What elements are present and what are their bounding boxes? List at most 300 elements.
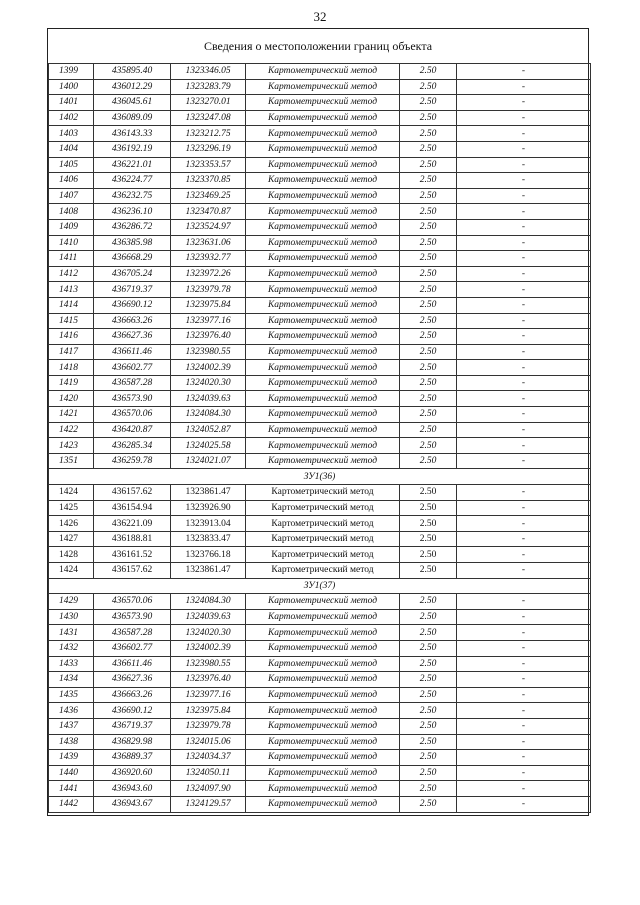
method-cell: Картометрический метод xyxy=(246,609,400,625)
method-cell: Картометрический метод xyxy=(246,157,400,173)
table-row xyxy=(49,391,591,407)
description-cell: - xyxy=(457,297,591,313)
table-row xyxy=(49,173,591,189)
y-coordinate-cell: 1323631.06 xyxy=(171,235,246,251)
section-label: ЗУ1(37) xyxy=(49,578,591,594)
point-number-cell: 1405 xyxy=(49,157,94,173)
y-coordinate-cell: 1323861.47 xyxy=(171,485,246,501)
table-row xyxy=(49,640,591,656)
point-number-cell: 1425 xyxy=(49,500,94,516)
method-cell: Картометрический метод xyxy=(246,251,400,267)
description-cell: - xyxy=(457,609,591,625)
description-cell: - xyxy=(457,438,591,454)
method-cell: Картометрический метод xyxy=(246,563,400,579)
method-cell: Картометрический метод xyxy=(246,173,400,189)
accuracy-cell: 2.50 xyxy=(400,516,457,532)
y-coordinate-cell: 1324020.30 xyxy=(171,625,246,641)
method-cell: Картометрический метод xyxy=(246,407,400,423)
accuracy-cell: 2.50 xyxy=(400,531,457,547)
section-header-row xyxy=(49,578,591,594)
y-coordinate-cell: 1324039.63 xyxy=(171,609,246,625)
accuracy-cell: 2.50 xyxy=(400,188,457,204)
accuracy-cell: 2.50 xyxy=(400,640,457,656)
point-number-cell: 1438 xyxy=(49,734,94,750)
accuracy-cell: 2.50 xyxy=(400,251,457,267)
y-coordinate-cell: 1323980.55 xyxy=(171,344,246,360)
table-row xyxy=(49,266,591,282)
method-cell: Картометрический метод xyxy=(246,110,400,126)
accuracy-cell: 2.50 xyxy=(400,438,457,454)
accuracy-cell: 2.50 xyxy=(400,656,457,672)
table-row xyxy=(49,625,591,641)
y-coordinate-cell: 1324084.30 xyxy=(171,594,246,610)
x-coordinate-cell: 436587.28 xyxy=(94,625,171,641)
table-row xyxy=(49,796,591,812)
method-cell: Картометрический метод xyxy=(246,594,400,610)
accuracy-cell: 2.50 xyxy=(400,391,457,407)
point-number-cell: 1412 xyxy=(49,266,94,282)
point-number-cell: 1408 xyxy=(49,204,94,220)
description-cell: - xyxy=(457,672,591,688)
method-cell: Картометрический метод xyxy=(246,391,400,407)
table-row xyxy=(49,157,591,173)
table-row xyxy=(49,672,591,688)
description-cell: - xyxy=(457,500,591,516)
section-header-row xyxy=(49,469,591,485)
point-number-cell: 1424 xyxy=(49,485,94,501)
table-row xyxy=(49,781,591,797)
point-number-cell: 1407 xyxy=(49,188,94,204)
accuracy-cell: 2.50 xyxy=(400,173,457,189)
point-number-cell: 1399 xyxy=(49,64,94,80)
description-cell: - xyxy=(457,95,591,111)
point-number-cell: 1410 xyxy=(49,235,94,251)
table-row xyxy=(49,126,591,142)
x-coordinate-cell: 436705.24 xyxy=(94,266,171,282)
point-number-cell: 1440 xyxy=(49,765,94,781)
description-cell: - xyxy=(457,375,591,391)
y-coordinate-cell: 1323270.01 xyxy=(171,95,246,111)
point-number-cell: 1400 xyxy=(49,79,94,95)
y-coordinate-cell: 1323283.79 xyxy=(171,79,246,95)
table-row xyxy=(49,235,591,251)
x-coordinate-cell: 436045.61 xyxy=(94,95,171,111)
accuracy-cell: 2.50 xyxy=(400,157,457,173)
method-cell: Картометрический метод xyxy=(246,313,400,329)
method-cell: Картометрический метод xyxy=(246,329,400,345)
table-row xyxy=(49,297,591,313)
y-coordinate-cell: 1324015.06 xyxy=(171,734,246,750)
method-cell: Картометрический метод xyxy=(246,781,400,797)
description-cell: - xyxy=(457,516,591,532)
point-number-cell: 1426 xyxy=(49,516,94,532)
method-cell: Картометрический метод xyxy=(246,360,400,376)
y-coordinate-cell: 1323346.05 xyxy=(171,64,246,80)
point-number-cell: 1427 xyxy=(49,531,94,547)
description-cell: - xyxy=(457,188,591,204)
x-coordinate-cell: 436627.36 xyxy=(94,329,171,345)
y-coordinate-cell: 1324129.57 xyxy=(171,796,246,812)
method-cell: Картометрический метод xyxy=(246,64,400,80)
description-cell: - xyxy=(457,781,591,797)
method-cell: Картометрический метод xyxy=(246,95,400,111)
description-cell: - xyxy=(457,734,591,750)
table-row xyxy=(49,79,591,95)
y-coordinate-cell: 1323980.55 xyxy=(171,656,246,672)
accuracy-cell: 2.50 xyxy=(400,796,457,812)
y-coordinate-cell: 1324097.90 xyxy=(171,781,246,797)
method-cell: Картометрический метод xyxy=(246,204,400,220)
table-row xyxy=(49,485,591,501)
y-coordinate-cell: 1324002.39 xyxy=(171,640,246,656)
method-cell: Картометрический метод xyxy=(246,765,400,781)
method-cell: Картометрический метод xyxy=(246,485,400,501)
y-coordinate-cell: 1323913.04 xyxy=(171,516,246,532)
x-coordinate-cell: 436663.26 xyxy=(94,313,171,329)
point-number-cell: 1432 xyxy=(49,640,94,656)
y-coordinate-cell: 1324020.30 xyxy=(171,375,246,391)
y-coordinate-cell: 1323470.87 xyxy=(171,204,246,220)
accuracy-cell: 2.50 xyxy=(400,313,457,329)
method-cell: Картометрический метод xyxy=(246,79,400,95)
point-number-cell: 1421 xyxy=(49,407,94,423)
description-cell: - xyxy=(457,282,591,298)
table-row xyxy=(49,313,591,329)
point-number-cell: 1429 xyxy=(49,594,94,610)
method-cell: Картометрический метод xyxy=(246,438,400,454)
table-row xyxy=(49,329,591,345)
y-coordinate-cell: 1323977.16 xyxy=(171,687,246,703)
x-coordinate-cell: 436157.62 xyxy=(94,563,171,579)
point-number-cell: 1434 xyxy=(49,672,94,688)
x-coordinate-cell: 436154.94 xyxy=(94,500,171,516)
point-number-cell: 1423 xyxy=(49,438,94,454)
point-number-cell: 1406 xyxy=(49,173,94,189)
method-cell: Картометрический метод xyxy=(246,141,400,157)
table-row xyxy=(49,718,591,734)
accuracy-cell: 2.50 xyxy=(400,266,457,282)
accuracy-cell: 2.50 xyxy=(400,672,457,688)
description-cell: - xyxy=(457,251,591,267)
table-row xyxy=(49,95,591,111)
accuracy-cell: 2.50 xyxy=(400,718,457,734)
x-coordinate-cell: 436611.46 xyxy=(94,656,171,672)
point-number-cell: 1418 xyxy=(49,360,94,376)
table-row xyxy=(49,500,591,516)
description-cell: - xyxy=(457,235,591,251)
y-coordinate-cell: 1323212.75 xyxy=(171,126,246,142)
table-row xyxy=(49,251,591,267)
table-row xyxy=(49,734,591,750)
accuracy-cell: 2.50 xyxy=(400,609,457,625)
table-row xyxy=(49,609,591,625)
method-cell: Картометрический метод xyxy=(246,344,400,360)
x-coordinate-cell: 436236.10 xyxy=(94,204,171,220)
accuracy-cell: 2.50 xyxy=(400,219,457,235)
x-coordinate-cell: 436285.34 xyxy=(94,438,171,454)
x-coordinate-cell: 436719.37 xyxy=(94,282,171,298)
description-cell: - xyxy=(457,204,591,220)
accuracy-cell: 2.50 xyxy=(400,297,457,313)
x-coordinate-cell: 436668.29 xyxy=(94,251,171,267)
x-coordinate-cell: 436192.19 xyxy=(94,141,171,157)
x-coordinate-cell: 436089.09 xyxy=(94,110,171,126)
point-number-cell: 1403 xyxy=(49,126,94,142)
method-cell: Картометрический метод xyxy=(246,453,400,469)
description-cell: - xyxy=(457,594,591,610)
description-cell: - xyxy=(457,563,591,579)
accuracy-cell: 2.50 xyxy=(400,734,457,750)
table-row xyxy=(49,375,591,391)
x-coordinate-cell: 436611.46 xyxy=(94,344,171,360)
accuracy-cell: 2.50 xyxy=(400,563,457,579)
table-row xyxy=(49,516,591,532)
x-coordinate-cell: 436259.78 xyxy=(94,453,171,469)
method-cell: Картометрический метод xyxy=(246,282,400,298)
method-cell: Картометрический метод xyxy=(246,500,400,516)
x-coordinate-cell: 436573.90 xyxy=(94,391,171,407)
point-number-cell: 1442 xyxy=(49,796,94,812)
table-row xyxy=(49,703,591,719)
accuracy-cell: 2.50 xyxy=(400,422,457,438)
table-title: Сведения о местоположении границ объекта xyxy=(203,38,433,53)
accuracy-cell: 2.50 xyxy=(400,407,457,423)
table-row xyxy=(49,750,591,766)
table-row xyxy=(49,204,591,220)
table-row xyxy=(49,344,591,360)
x-coordinate-cell: 436232.75 xyxy=(94,188,171,204)
table-row xyxy=(49,282,591,298)
point-number-cell: 1413 xyxy=(49,282,94,298)
description-cell: - xyxy=(457,266,591,282)
table-row xyxy=(49,656,591,672)
table-row xyxy=(49,219,591,235)
accuracy-cell: 2.50 xyxy=(400,687,457,703)
x-coordinate-cell: 436161.52 xyxy=(94,547,171,563)
description-cell: - xyxy=(457,329,591,345)
accuracy-cell: 2.50 xyxy=(400,781,457,797)
description-cell: - xyxy=(457,79,591,95)
accuracy-cell: 2.50 xyxy=(400,235,457,251)
method-cell: Картометрический метод xyxy=(246,640,400,656)
point-number-cell: 1416 xyxy=(49,329,94,345)
table-row xyxy=(49,64,591,80)
method-cell: Картометрический метод xyxy=(246,656,400,672)
description-cell: - xyxy=(457,313,591,329)
method-cell: Картометрический метод xyxy=(246,219,400,235)
point-number-cell: 1422 xyxy=(49,422,94,438)
y-coordinate-cell: 1323296.19 xyxy=(171,141,246,157)
table-row xyxy=(49,110,591,126)
description-cell: - xyxy=(457,157,591,173)
point-number-cell: 1439 xyxy=(49,750,94,766)
x-coordinate-cell: 436570.06 xyxy=(94,407,171,423)
table-row xyxy=(49,360,591,376)
point-number-cell: 1415 xyxy=(49,313,94,329)
point-number-cell: 1437 xyxy=(49,718,94,734)
method-cell: Картометрический метод xyxy=(246,375,400,391)
method-cell: Картометрический метод xyxy=(246,297,400,313)
y-coordinate-cell: 1323469.25 xyxy=(171,188,246,204)
y-coordinate-cell: 1323979.78 xyxy=(171,282,246,298)
description-cell: - xyxy=(457,640,591,656)
x-coordinate-cell: 436943.67 xyxy=(94,796,171,812)
x-coordinate-cell: 436889.37 xyxy=(94,750,171,766)
table-row xyxy=(49,687,591,703)
point-number-cell: 1436 xyxy=(49,703,94,719)
y-coordinate-cell: 1323766.18 xyxy=(171,547,246,563)
y-coordinate-cell: 1324025.58 xyxy=(171,438,246,454)
accuracy-cell: 2.50 xyxy=(400,765,457,781)
x-coordinate-cell: 436286.72 xyxy=(94,219,171,235)
x-coordinate-cell: 436221.01 xyxy=(94,157,171,173)
boundary-table-frame xyxy=(47,28,589,816)
y-coordinate-cell: 1323861.47 xyxy=(171,563,246,579)
x-coordinate-cell: 436587.28 xyxy=(94,375,171,391)
y-coordinate-cell: 1323353.57 xyxy=(171,157,246,173)
table-row xyxy=(49,531,591,547)
section-label: ЗУ1(36) xyxy=(49,469,591,485)
method-cell: Картометрический метод xyxy=(246,422,400,438)
description-cell: - xyxy=(457,687,591,703)
point-number-cell: 1433 xyxy=(49,656,94,672)
y-coordinate-cell: 1324021.07 xyxy=(171,453,246,469)
x-coordinate-cell: 436943.60 xyxy=(94,781,171,797)
table-row xyxy=(49,407,591,423)
x-coordinate-cell: 436627.36 xyxy=(94,672,171,688)
point-number-cell: 1404 xyxy=(49,141,94,157)
method-cell: Картометрический метод xyxy=(246,625,400,641)
x-coordinate-cell: 436157.62 xyxy=(94,485,171,501)
y-coordinate-cell: 1323833.47 xyxy=(171,531,246,547)
x-coordinate-cell: 436602.77 xyxy=(94,360,171,376)
description-cell: - xyxy=(457,407,591,423)
description-cell: - xyxy=(457,656,591,672)
method-cell: Картометрический метод xyxy=(246,734,400,750)
accuracy-cell: 2.50 xyxy=(400,500,457,516)
description-cell: - xyxy=(457,547,591,563)
point-number-cell: 1428 xyxy=(49,547,94,563)
point-number-cell: 1411 xyxy=(49,251,94,267)
accuracy-cell: 2.50 xyxy=(400,703,457,719)
x-coordinate-cell: 436829.98 xyxy=(94,734,171,750)
description-cell: - xyxy=(457,531,591,547)
description-cell: - xyxy=(457,64,591,80)
description-cell: - xyxy=(457,360,591,376)
x-coordinate-cell: 436690.12 xyxy=(94,703,171,719)
accuracy-cell: 2.50 xyxy=(400,625,457,641)
method-cell: Картометрический метод xyxy=(246,126,400,142)
point-number-cell: 1351 xyxy=(49,453,94,469)
method-cell: Картометрический метод xyxy=(246,703,400,719)
point-number-cell: 1435 xyxy=(49,687,94,703)
y-coordinate-cell: 1323926.90 xyxy=(171,500,246,516)
x-coordinate-cell: 436221.09 xyxy=(94,516,171,532)
x-coordinate-cell: 436012.29 xyxy=(94,79,171,95)
y-coordinate-cell: 1323932.77 xyxy=(171,251,246,267)
y-coordinate-cell: 1324039.63 xyxy=(171,391,246,407)
x-coordinate-cell: 436224.77 xyxy=(94,173,171,189)
method-cell: Картометрический метод xyxy=(246,235,400,251)
y-coordinate-cell: 1324034.37 xyxy=(171,750,246,766)
method-cell: Картометрический метод xyxy=(246,718,400,734)
x-coordinate-cell: 436570.06 xyxy=(94,594,171,610)
table-row xyxy=(49,422,591,438)
description-cell: - xyxy=(457,219,591,235)
x-coordinate-cell: 436602.77 xyxy=(94,640,171,656)
method-cell: Картометрический метод xyxy=(246,750,400,766)
x-coordinate-cell: 436385.98 xyxy=(94,235,171,251)
point-number-cell: 1441 xyxy=(49,781,94,797)
description-cell: - xyxy=(457,703,591,719)
method-cell: Картометрический метод xyxy=(246,687,400,703)
accuracy-cell: 2.50 xyxy=(400,79,457,95)
coordinates-table xyxy=(48,63,591,813)
accuracy-cell: 2.50 xyxy=(400,344,457,360)
y-coordinate-cell: 1323972.26 xyxy=(171,266,246,282)
description-cell: - xyxy=(457,110,591,126)
table-row xyxy=(49,141,591,157)
y-coordinate-cell: 1323370.85 xyxy=(171,173,246,189)
accuracy-cell: 2.50 xyxy=(400,329,457,345)
description-cell: - xyxy=(457,485,591,501)
y-coordinate-cell: 1323977.16 xyxy=(171,313,246,329)
accuracy-cell: 2.50 xyxy=(400,282,457,298)
table-row xyxy=(49,594,591,610)
point-number-cell: 1431 xyxy=(49,625,94,641)
method-cell: Картометрический метод xyxy=(246,188,400,204)
point-number-cell: 1419 xyxy=(49,375,94,391)
description-cell: - xyxy=(457,126,591,142)
table-row xyxy=(49,765,591,781)
x-coordinate-cell: 436420.87 xyxy=(94,422,171,438)
description-cell: - xyxy=(457,453,591,469)
table-row xyxy=(49,563,591,579)
y-coordinate-cell: 1323976.40 xyxy=(171,672,246,688)
accuracy-cell: 2.50 xyxy=(400,375,457,391)
point-number-cell: 1401 xyxy=(49,95,94,111)
accuracy-cell: 2.50 xyxy=(400,453,457,469)
description-cell: - xyxy=(457,796,591,812)
method-cell: Картометрический метод xyxy=(246,672,400,688)
method-cell: Картометрический метод xyxy=(246,547,400,563)
method-cell: Картометрический метод xyxy=(246,531,400,547)
y-coordinate-cell: 1324084.30 xyxy=(171,407,246,423)
x-coordinate-cell: 436143.33 xyxy=(94,126,171,142)
accuracy-cell: 2.50 xyxy=(400,110,457,126)
description-cell: - xyxy=(457,141,591,157)
y-coordinate-cell: 1324050.11 xyxy=(171,765,246,781)
point-number-cell: 1414 xyxy=(49,297,94,313)
accuracy-cell: 2.50 xyxy=(400,95,457,111)
table-row xyxy=(49,188,591,204)
description-cell: - xyxy=(457,422,591,438)
description-cell: - xyxy=(457,625,591,641)
accuracy-cell: 2.50 xyxy=(400,485,457,501)
accuracy-cell: 2.50 xyxy=(400,594,457,610)
accuracy-cell: 2.50 xyxy=(400,204,457,220)
description-cell: - xyxy=(457,718,591,734)
x-coordinate-cell: 436573.90 xyxy=(94,609,171,625)
y-coordinate-cell: 1323975.84 xyxy=(171,297,246,313)
point-number-cell: 1417 xyxy=(49,344,94,360)
y-coordinate-cell: 1324002.39 xyxy=(171,360,246,376)
point-number-cell: 1430 xyxy=(49,609,94,625)
accuracy-cell: 2.50 xyxy=(400,64,457,80)
point-number-cell: 1409 xyxy=(49,219,94,235)
y-coordinate-cell: 1323247.08 xyxy=(171,110,246,126)
coordinates-table-body xyxy=(49,64,591,813)
